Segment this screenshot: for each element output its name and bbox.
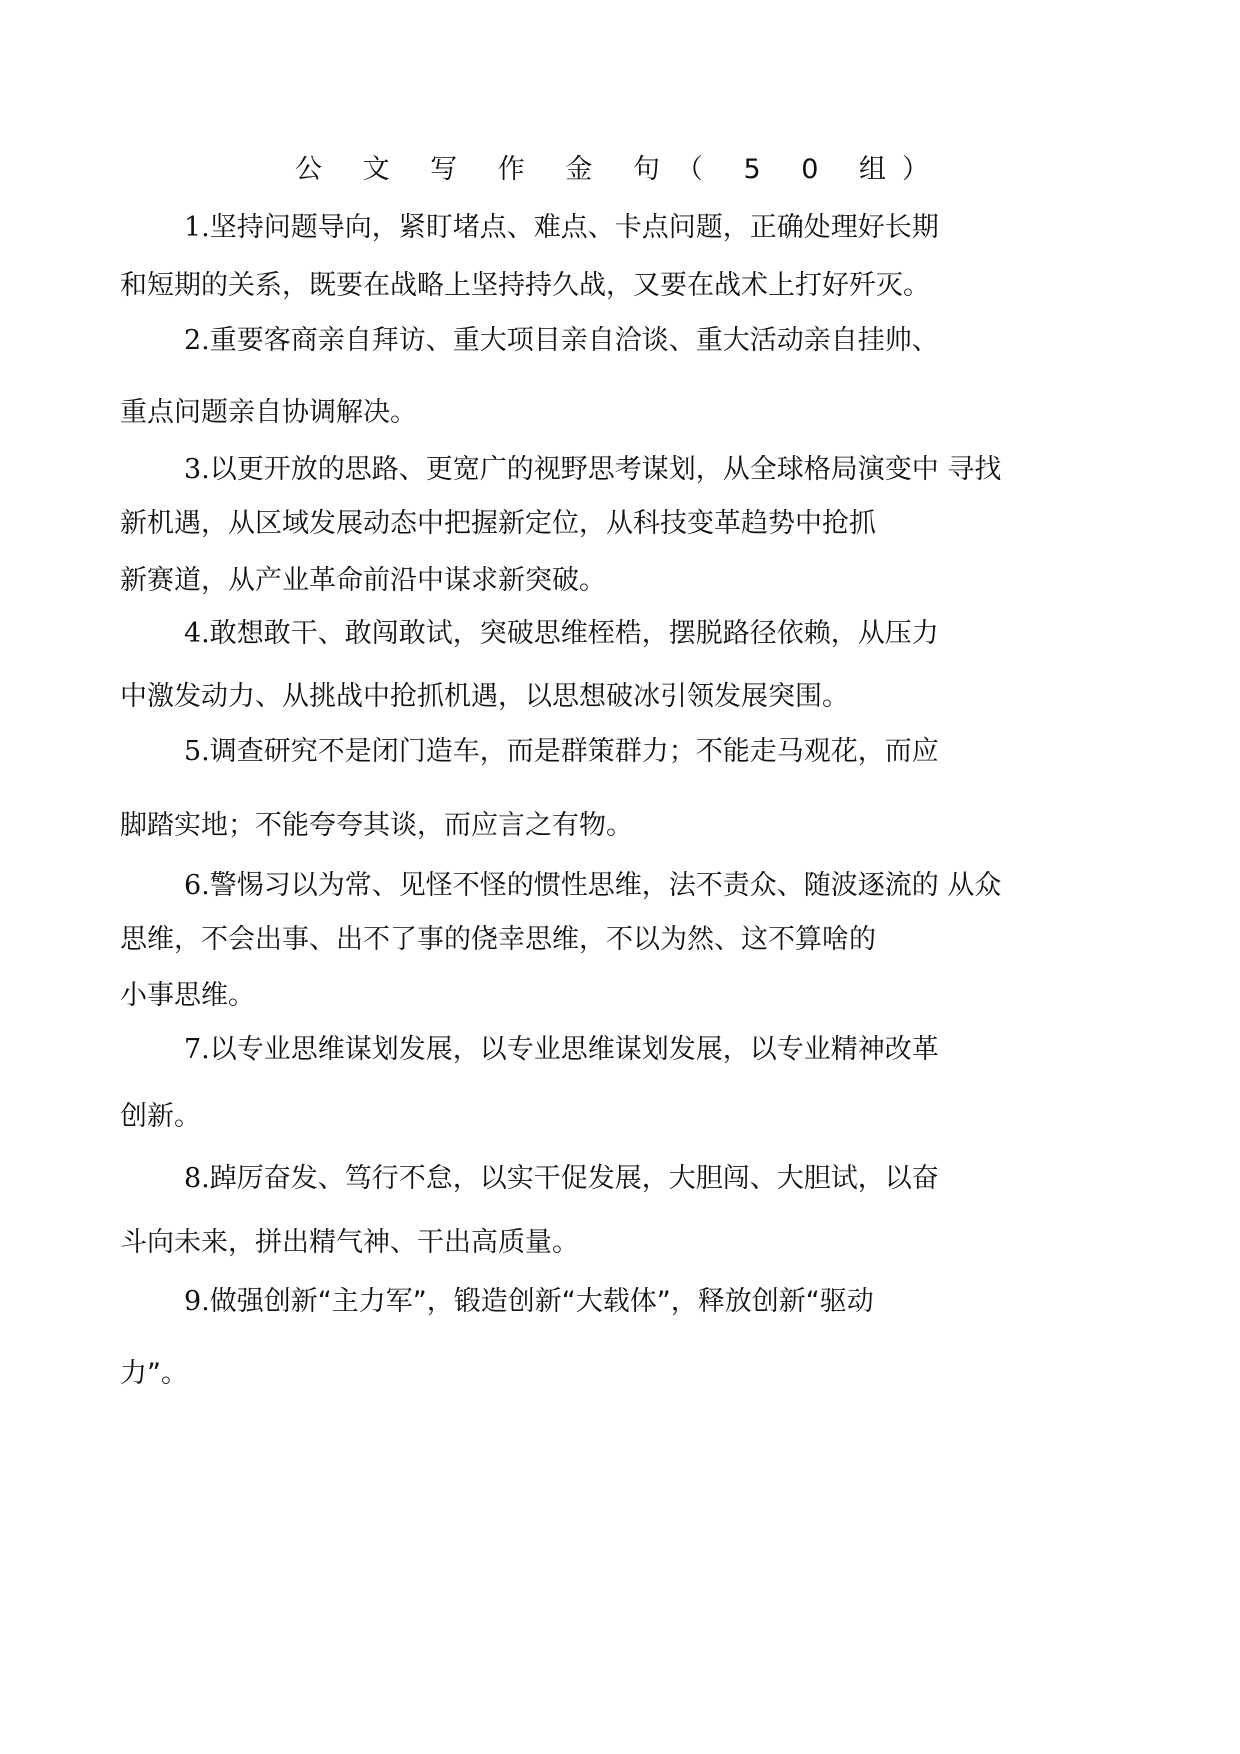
paragraph-7-line-1 — [184, 1030, 939, 1070]
paragraph-6-line-2: 思维，不会出事、出不了事的侥幸思维，不以为然、这不算啥的 — [120, 924, 876, 955]
paragraph-number: 7. — [184, 1034, 210, 1065]
paragraph-text: 以专业思维谋划发展，以专业思维谋划发展，以专业精神改革 — [209, 1034, 939, 1065]
paragraph-number: 8. — [184, 1163, 210, 1194]
paragraph-text: 警惕习以为常、见怪不怪的惯性思维，法不责众、随波逐流的 从众 — [209, 870, 1002, 901]
paragraph-9-line-2: 力”。 — [120, 1358, 188, 1389]
paragraph-number: 1. — [184, 212, 210, 243]
paragraph-7-line-2: 创新。 — [120, 1101, 201, 1132]
paragraph-3-line-1 — [184, 450, 1001, 490]
paragraph-2-line-1 — [184, 321, 939, 361]
paragraph-number: 6. — [184, 870, 210, 901]
paragraph-8-line-2: 斗向未来，拼出精气神、干出高质量。 — [120, 1227, 579, 1258]
paragraph-text: 敢想敢干、敢闯敢试，突破思维桎梏，摆脱路径依赖，从压力 — [209, 618, 939, 649]
paragraph-text: 踔厉奋发、笃行不怠，以实干促发展，大胆闯、大胆试，以奋 — [209, 1163, 939, 1194]
paragraph-6-line-3: 小事思维。 — [120, 980, 255, 1011]
paragraph-5-line-1 — [184, 732, 939, 772]
paragraph-number: 5. — [184, 736, 210, 767]
paragraph-3-line-2: 新机遇，从区域发展动态中把握新定位，从科技变革趋势中抢抓 — [120, 508, 876, 539]
paragraph-5-line-2: 脚踏实地；不能夸夸其谈，而应言之有物。 — [120, 810, 633, 841]
paragraph-4-line-1 — [184, 614, 939, 654]
paragraph-8-line-1 — [184, 1159, 939, 1199]
paragraph-number: 2. — [184, 325, 210, 356]
page-title: 公 文 写 作 金 句（ 5 0 组） — [294, 154, 946, 185]
paragraph-4-line-2: 中激发动力、从挑战中抢抓机遇，以思想破冰引领发展突围。 — [120, 681, 849, 712]
paragraph-9-line-1 — [184, 1282, 874, 1322]
paragraph-text: 调查研究不是闭门造车，而是群策群力；不能走马观花，而应 — [209, 736, 939, 767]
paragraph-3-line-3: 新赛道，从产业革命前沿中谋求新突破。 — [120, 565, 606, 596]
paragraph-1-line-2: 和短期的关系，既要在战略上坚持持久战，又要在战术上打好歼灭。 — [120, 270, 930, 301]
paragraph-1-line-1 — [184, 208, 939, 248]
paragraph-number: 9. — [184, 1286, 210, 1317]
paragraph-text: 坚持问题导向，紧盯堵点、难点、卡点问题，正确处理好长期 — [209, 212, 939, 243]
paragraph-text: 做强创新“主力军”，锻造创新“大载体”，释放创新“驱动 — [209, 1286, 874, 1317]
paragraph-text: 重要客商亲自拜访、重大项目亲自洽谈、重大活动亲自挂帅、 — [209, 325, 939, 356]
paragraph-number: 3. — [184, 454, 210, 485]
paragraph-6-line-1 — [184, 866, 1001, 906]
paragraph-number: 4. — [184, 618, 210, 649]
paragraph-text: 以更开放的思路、更宽广的视野思考谋划，从全球格局演变中 寻找 — [209, 454, 1002, 485]
paragraph-2-line-2: 重点问题亲自协调解决。 — [120, 397, 417, 428]
